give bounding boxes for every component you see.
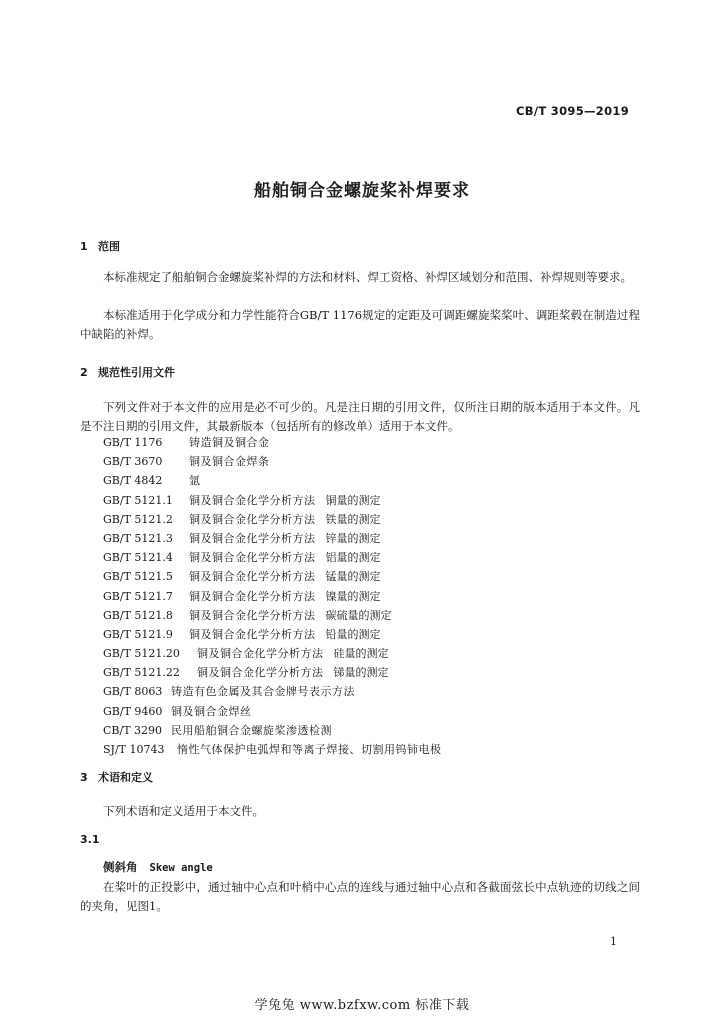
- reference-code: GB/T 5121.20: [103, 647, 180, 661]
- reference-item: [103, 587, 442, 606]
- reference-title: 铸造铜及铜合金: [189, 436, 270, 449]
- reference-code: GB/T 5121.5: [103, 570, 173, 584]
- reference-code: GB/T 5121.22: [103, 666, 180, 680]
- reference-subtitle: 锌量的测定: [325, 531, 381, 545]
- reference-item: [103, 452, 442, 471]
- reference-subtitle: 铜量的测定: [325, 493, 381, 507]
- references-intro: 下列文件对于本文件的应用是必不可少的。凡是注日期的引用文件，仅所注日期的版本适用于本文件。凡是不注日期的引用文件，其最新版本（包括所有的修改单）适用于本文件。: [80, 400, 640, 433]
- reference-code: GB/T 5121.8: [103, 608, 173, 622]
- reference-title: 铜及铜合金化学分析方法: [197, 647, 324, 661]
- scope-paragraph-2: 本标准适用于化学成分和力学性能符合GB/T 1176规定的定距及可调距螺旋桨桨叶、调距桨毂在制造过程中缺陷的补焊。: [80, 308, 640, 341]
- footer-watermark: 学兔兔 www.bzfxw.com 标准下载: [254, 998, 470, 1013]
- reference-item: [103, 548, 442, 567]
- term-definition: 在桨叶的正投影中，通过轴中心点和叶梢中心点的连线与通过轴中心点和各截面弦长中点轨迹的切线之间的夹角，见图1。: [80, 880, 640, 913]
- reference-item: [103, 644, 442, 663]
- reference-subtitle: 铁量的测定: [325, 512, 381, 526]
- reference-item: [103, 433, 442, 452]
- reference-code: CB/T 3290: [103, 723, 163, 737]
- document-title: 船舶铜合金螺旋桨补焊要求: [254, 181, 470, 201]
- reference-item: [103, 663, 442, 682]
- section-title: 范围: [98, 240, 120, 253]
- reference-code: GB/T 9460: [103, 704, 163, 718]
- reference-title: 铸造有色金属及其合金牌号表示方法: [171, 685, 355, 699]
- term-entry: [103, 859, 213, 875]
- reference-item: [103, 740, 442, 759]
- reference-item: [103, 682, 442, 701]
- reference-title: 铜及铜合金化学分析方法: [189, 589, 316, 603]
- reference-title: 铜及铜合金化学分析方法: [197, 666, 324, 680]
- section-3-heading: [80, 769, 153, 785]
- section-title: 术语和定义: [98, 771, 153, 784]
- reference-code: GB/T 5121.1: [103, 493, 173, 507]
- reference-title: 民用船舶铜合金螺旋桨渗透检测: [171, 723, 332, 737]
- reference-title: 铜及铜合金化学分析方法: [189, 608, 316, 622]
- reference-title: 惰性气体保护电弧焊和等离子焊接、切割用钨铈电极: [177, 743, 442, 756]
- reference-code: GB/T 1176: [103, 436, 163, 449]
- reference-item: [103, 606, 442, 625]
- section-1-heading: [80, 238, 120, 254]
- reference-item: [103, 625, 442, 644]
- term-chinese: 侧斜角: [103, 860, 138, 874]
- section-number: 1: [80, 240, 88, 253]
- reference-item: [103, 471, 442, 490]
- reference-item: [103, 702, 442, 721]
- section-number: 3: [80, 771, 88, 784]
- reference-code: GB/T 5121.2: [103, 512, 173, 526]
- standard-code: CB/T 3095—2019: [516, 104, 629, 118]
- reference-subtitle: 镍量的测定: [325, 589, 381, 603]
- term-english: Skew angle: [149, 862, 213, 874]
- reference-code: GB/T 8063: [103, 685, 163, 699]
- reference-list: [103, 433, 442, 759]
- clause-number: 3.1: [80, 833, 100, 846]
- section-number: 2: [80, 366, 88, 379]
- scope-paragraph-1: 本标准规定了船舶铜合金螺旋桨补焊的方法和材料、焊工资格、补焊区域划分和范围、补焊规则等要求。: [103, 270, 632, 284]
- reference-code: GB/T 5121.7: [103, 589, 173, 603]
- reference-item: [103, 491, 442, 510]
- reference-code: SJ/T 10743: [103, 743, 165, 756]
- reference-title: 铜及铜合金化学分析方法: [189, 570, 316, 584]
- reference-item: [103, 567, 442, 586]
- section-title: 规范性引用文件: [98, 366, 175, 379]
- reference-title: 氩: [189, 474, 201, 488]
- reference-item: [103, 721, 442, 740]
- reference-subtitle: 碳硫量的测定: [325, 608, 392, 622]
- reference-title: 铜及铜合金化学分析方法: [189, 493, 316, 507]
- reference-title: 铜及铜合金焊条: [189, 455, 270, 469]
- reference-title: 铜及铜合金化学分析方法: [189, 551, 316, 565]
- reference-title: 铜及铜合金化学分析方法: [189, 531, 316, 545]
- reference-title: 铜及铜合金化学分析方法: [189, 512, 316, 526]
- reference-code: GB/T 4842: [103, 474, 163, 488]
- reference-title: 铜及铜合金化学分析方法: [189, 627, 316, 641]
- reference-code: GB/T 5121.9: [103, 627, 173, 641]
- reference-code: GB/T 3670: [103, 455, 163, 469]
- reference-subtitle: 铝量的测定: [325, 551, 381, 565]
- reference-subtitle: 铅量的测定: [325, 627, 381, 641]
- section-2-heading: [80, 364, 175, 380]
- reference-code: GB/T 5121.4: [103, 551, 173, 565]
- reference-subtitle: 锑量的测定: [333, 666, 389, 680]
- reference-code: GB/T 5121.3: [103, 531, 173, 545]
- reference-item: [103, 529, 442, 548]
- page-number: 1: [610, 935, 617, 948]
- reference-subtitle: 锰量的测定: [325, 570, 381, 584]
- terms-intro: 下列术语和定义适用于本文件。: [103, 804, 264, 818]
- reference-item: [103, 510, 442, 529]
- reference-title: 铜及铜合金焊丝: [171, 704, 252, 718]
- reference-subtitle: 硅量的测定: [333, 647, 389, 661]
